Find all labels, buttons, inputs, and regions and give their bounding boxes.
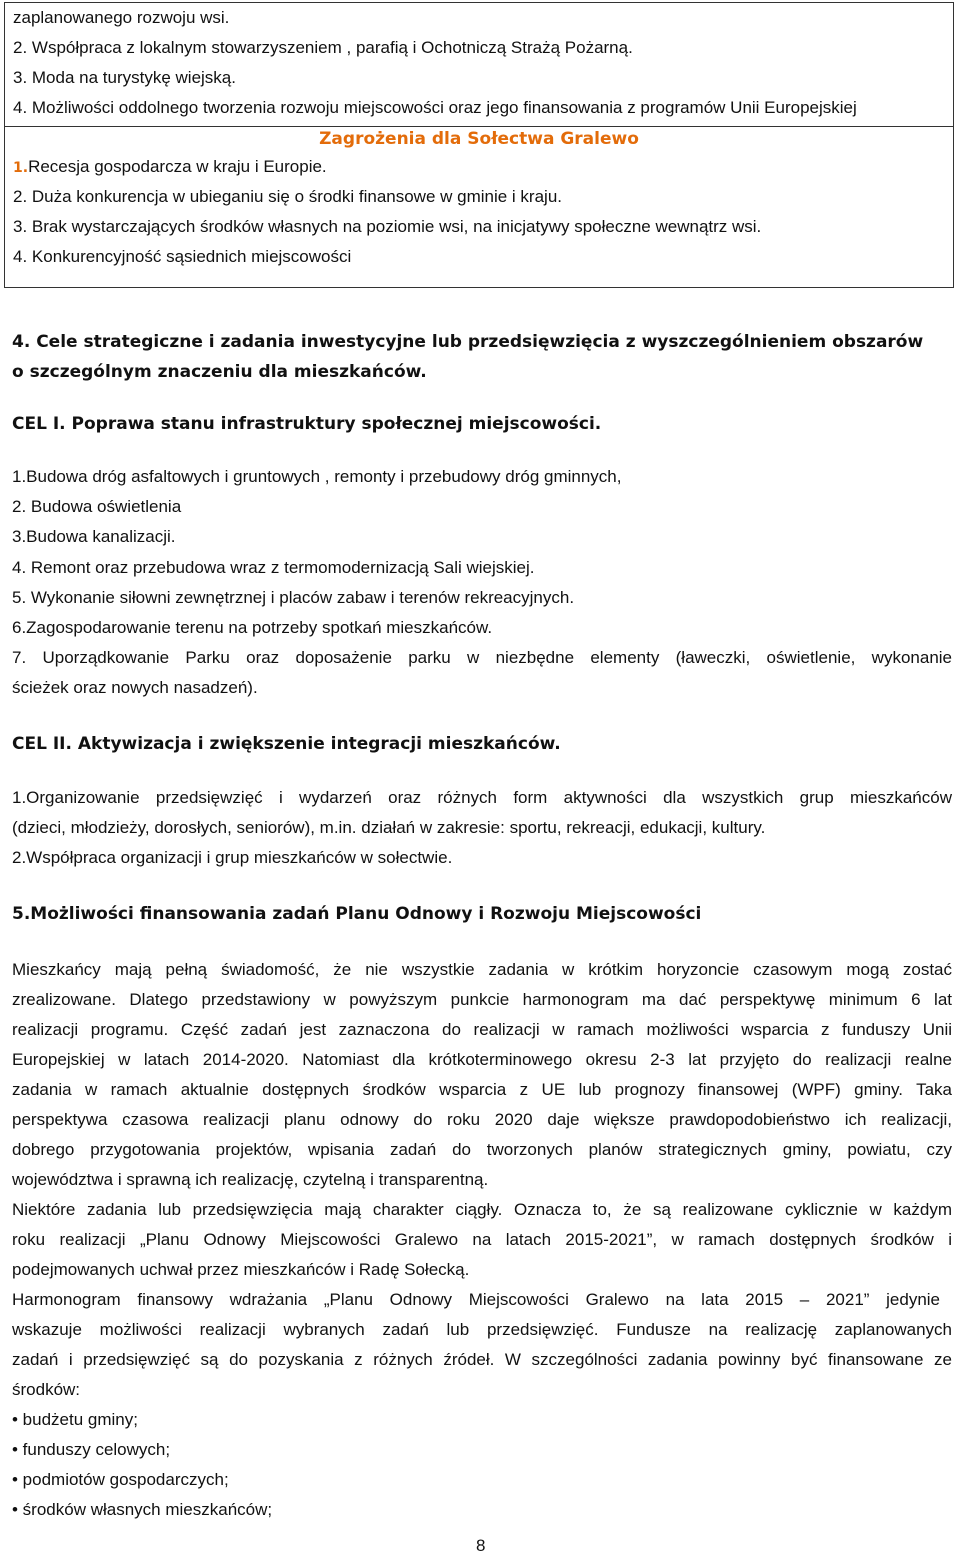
para-line [12,1350,952,1370]
bullet-item: • podmiotów gospodarczych; [12,1470,229,1489]
para-line [12,960,952,980]
justified-text: Europejskiej w latach 2014-2020. Natomiast dla krótkoterminowego okresu 2-3 lat przyjęto do realizacji realne [12,1050,952,1069]
justified-text: zadań i przedsięwzięć są do pozyskania z różnych źródeł. W szczególności zadania powinny być finansowane ze [12,1350,952,1369]
para-line [12,1230,952,1250]
swot-table [4,2,954,288]
cel-1-item: 5. Wykonanie siłowni zewnętrznej i placów zabaw i terenów rekreacyjnych. [12,588,575,607]
cel-2-item-1 [12,788,952,808]
justified-text: wskazuje możliwości realizacji wybranych zadań lub przedsięwzięć. Fundusze na realizację zaplanowanych [12,1320,952,1339]
para-line [12,1290,952,1310]
para-line [12,1050,952,1070]
cel-2-item-2: 2.Współpraca organizacji i grup mieszkańców w sołectwie. [12,848,453,867]
justified-text: perspektywa czasowa realizacji planu odnowy do roku 2020 daje większe prawdopodobieństwo ich realizacji, [12,1110,952,1129]
threats-cell [5,127,953,287]
justified-text: zrealizowane. Dlatego przedstawiony w powyższym punkcie harmonogram ma dać perspektywę minimum 6 lat [12,990,952,1009]
cel-1-item: 4. Remont oraz przebudowa wraz z termomodernizacją Sali wiejskiej. [12,558,535,577]
para-line-last: środków: [12,1380,81,1399]
cel-2-heading: CEL II. Aktywizacja i zwiększenie integracji mieszkańców. [12,734,561,754]
section-4-heading: 4. Cele strategiczne i zadania inwestycyjne lub przedsięwzięcia z wyszczególnieniem obszarów [12,332,924,352]
para-line [12,990,952,1010]
justified-text: roku realizacji „Planu Odnowy Miejscowości Gralewo na latach 2015-2021”, w ramach dostępnych środków i [12,1230,952,1249]
threat-line: 2. Duża konkurencja w ubieganiu się o środki finansowe w gminie i kraju. [13,187,563,206]
section-4-heading-cont: o szczególnym znaczeniu dla mieszkańców. [12,362,427,382]
opportunity-line: zaplanowanego rozwoju wsi. [13,8,230,27]
cel-2-item-1-cont: (dzieci, młodzieży, dorosłych, seniorów), m.in. działań w zakresie: sportu, rekreacji, edukacji, kultury. [12,818,766,837]
threat-line [13,157,327,177]
bullet-item: • budżetu gminy; [12,1410,138,1429]
cel-1-item-7-cont: ścieżek oraz nowych nasadzeń). [12,678,258,697]
threat-line: 4. Konkurencyjność sąsiednich miejscowości [13,247,352,266]
cel-1-item: 2. Budowa oświetlenia [12,497,182,516]
cel-1-item: 3.Budowa kanalizacji. [12,527,176,546]
bullet-item: • środków własnych mieszkańców; [12,1500,273,1519]
cel-1-item-7 [12,648,952,668]
justified-text: Mieszkańcy mają pełną świadomość, że nie wszystkie zadania w krótkim horyzoncie czasowym mogą zostać [12,960,952,979]
cel-1-heading: CEL I. Poprawa stanu infrastruktury społecznej miejscowości. [12,414,602,434]
para-line-last: podejmowanych uchwał przez mieszkańców i Radę Sołecką. [12,1260,470,1279]
para-line [12,1020,952,1040]
threat-line: 3. Brak wystarczających środków własnych na poziomie wsi, na inicjatywy społeczne wewnątrz wsi. [13,217,762,236]
para-line-last: województwa i sprawną ich realizację, czytelną i transparentną. [12,1170,489,1189]
justified-text: 7. Uporządkowanie Parku oraz doposażenie parku w niezbędne elementy (ławeczki, oświetlenie, wykonanie [12,648,952,667]
threat-text: Recesja gospodarcza w kraju i Europie. [28,157,327,176]
bullet-item: • funduszy celowych; [12,1440,171,1459]
para-line [12,1140,952,1160]
para-line [12,1200,952,1220]
opportunity-line: 3. Moda na turystykę wiejską. [13,68,236,87]
justified-text: Harmonogram finansowy wdrażania „Planu Odnowy Miejscowości Gralewo na lata 2015 – 2021” jedynie [12,1290,941,1309]
cel-1-item: 6.Zagospodarowanie terenu na potrzeby spotkań mieszkańców. [12,618,493,637]
para-line [12,1080,952,1100]
justified-text: realizacji programu. Część zadań jest zaznaczona do realizacji w ramach możliwości wsparcia z funduszy Unii [12,1020,952,1039]
para-line [12,1110,952,1130]
justified-text: zadania w ramach aktualnie dostępnych środków wsparcia z UE lub prognozy finansowej (WPF) gminy. Taka [12,1080,952,1099]
justified-text: Niektóre zadania lub przedsięwzięcia mają charakter ciągły. Oznacza to, że są realizowane cyklicznie w każdym [12,1200,952,1219]
opportunities-cell [5,3,953,127]
section-5-heading: 5.Możliwości finansowania zadań Planu Odnowy i Rozwoju Miejscowości [12,904,702,924]
justified-text: dobrego przygotowania projektów, wpisania zadań do tworzonych planów strategicznych gminy, powiatu, czy [12,1140,952,1159]
threat-number: 1. [13,160,29,176]
opportunity-line: 2. Współpraca z lokalnym stowarzyszeniem , parafią i Ochotniczą Strażą Pożarną. [13,38,633,57]
threats-heading: Zagrożenia dla Sołectwa Gralewo [319,129,639,149]
para-line [12,1320,952,1340]
opportunity-line: 4. Możliwości oddolnego tworzenia rozwoju miejscowości oraz jego finansowania z programów Unii Europejskiej [13,98,857,117]
cel-1-item: 1.Budowa dróg asfaltowych i gruntowych , remonty i przebudowy dróg gminnych, [12,467,622,486]
page-number: 8 [476,1536,486,1555]
justified-text: 1.Organizowanie przedsięwzięć i wydarzeń oraz różnych form aktywności dla wszystkich grup mieszkańców [12,788,952,807]
